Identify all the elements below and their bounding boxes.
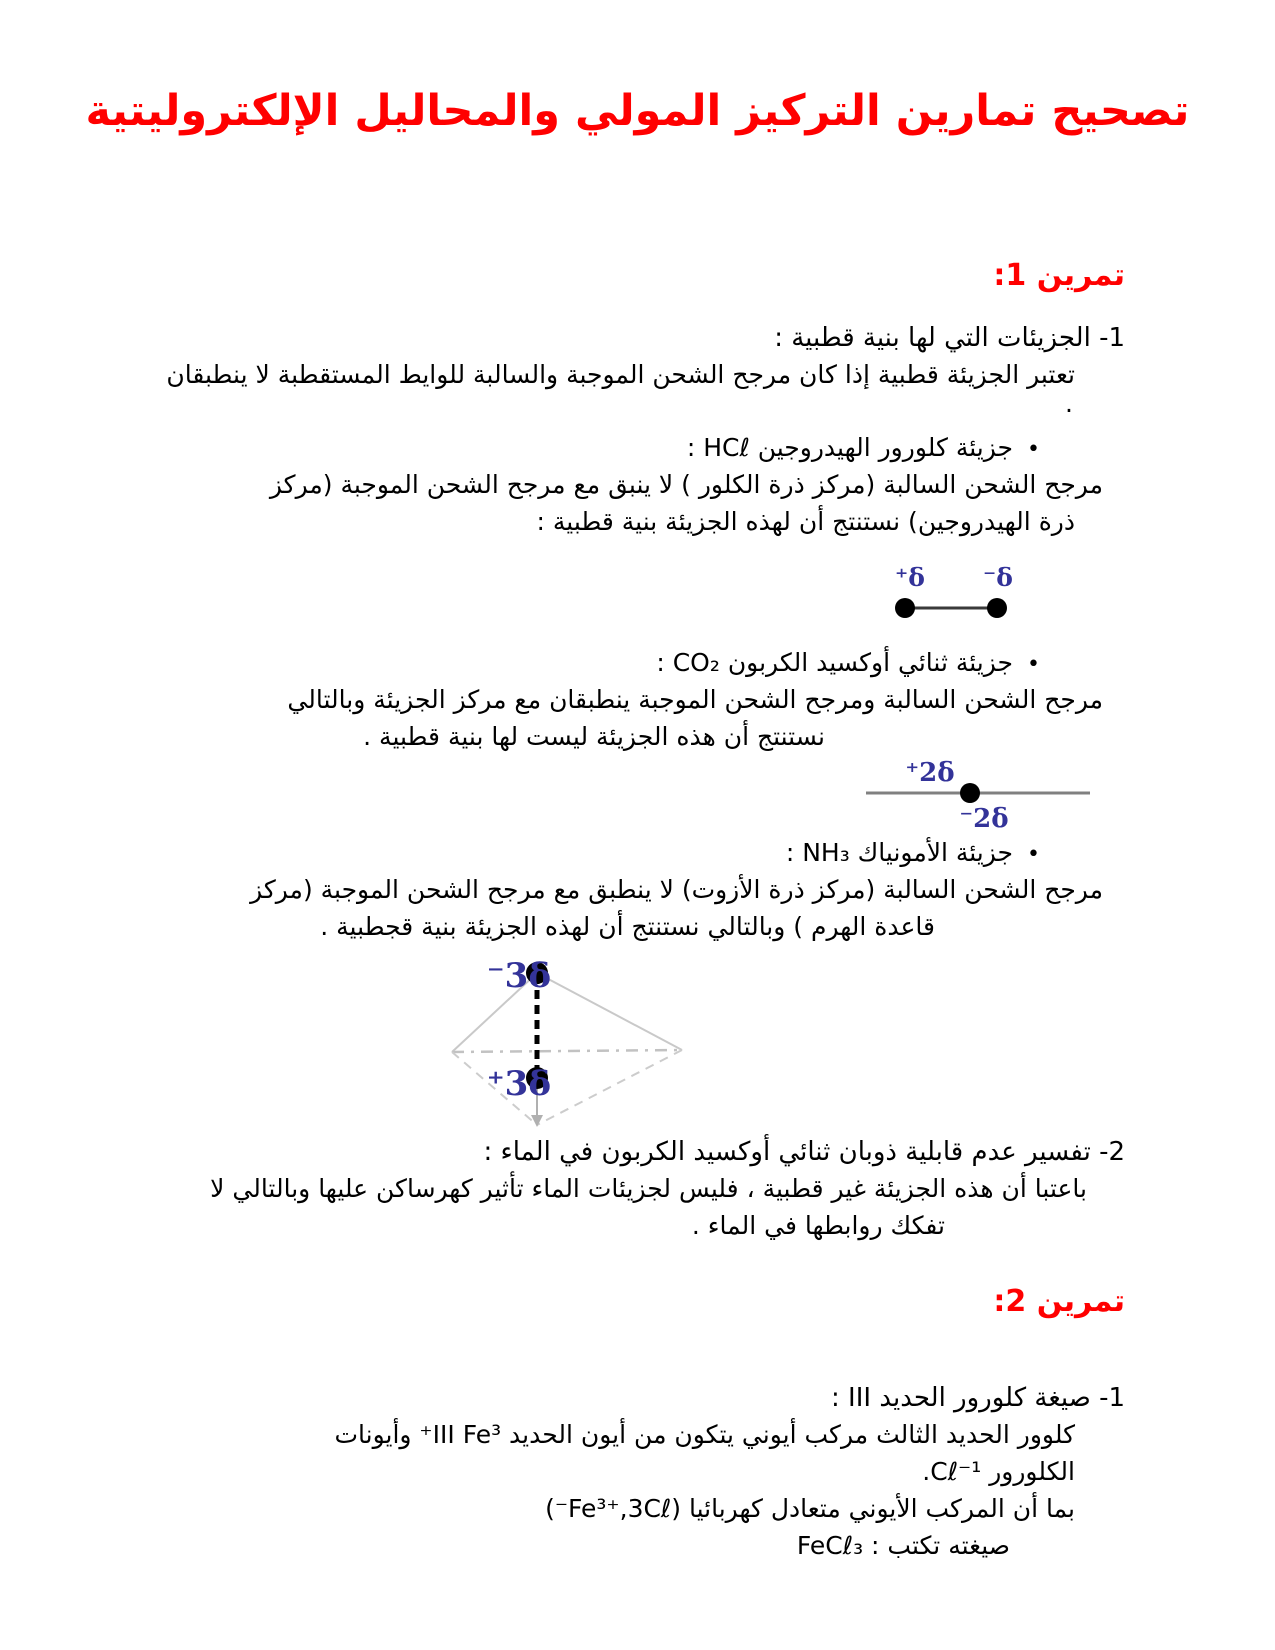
exercise2-q1-line3: بما أن المركب الأيوني متعادل كهربائيا (Fe³⁺,3Cℓ⁻): [545, 1494, 1075, 1523]
co2-delta-minus-label: 2δ⁻: [959, 804, 1009, 834]
bullet-icon: •: [1027, 842, 1040, 867]
exercise2-heading: تمرين 2:: [993, 1284, 1125, 1319]
co2-atom-c: [960, 783, 980, 803]
exercise2-q1-line4: صيغته تكتب : FeCℓ₃: [796, 1531, 1010, 1560]
exercise1-q2-line1: باعتبا أن هذه الجزيئة غير قطبية ، فليس لجزيئات الماء تأثير كهرساكن عليها وبالتالي لا: [210, 1174, 1087, 1203]
hcl-atom-cl: [987, 598, 1007, 618]
nh3-explanation-line1: مرجح الشحن السالبة (مركز ذرة الأزوت) لا ينطبق مع مرجح الشحن الموجبة (مركز: [250, 875, 1103, 904]
nh3-molecule-title: جزيئة الأمونياك NH₃ :: [785, 838, 1014, 867]
co2-molecule-title: جزيئة ثنائي أوكسيد الكربون CO₂ :: [656, 648, 1014, 677]
hcl-dipole-diagram: [855, 553, 1045, 625]
hcl-delta-minus-label: δ⁻: [983, 563, 1013, 592]
nh3-delta-plus-label: 3δ⁺: [486, 1064, 551, 1104]
bullet-item-co2: [656, 647, 1040, 680]
co2-explanation-line2: نستنتج أن هذه الجزيئة ليست لها بنية قطبية .: [363, 722, 825, 751]
bullet-item-hcl: [687, 432, 1040, 465]
exercise1-q2-label: 2- تفسير عدم قابلية ذوبان ثنائي أوكسيد الكربون في الماء :: [483, 1137, 1125, 1167]
exercise1-q2-line2: تفكك روابطها في الماء .: [691, 1211, 945, 1240]
exercise2-q1-line2: الكلورور Cℓ⁻¹.: [922, 1457, 1075, 1486]
arrow-down-icon: [531, 1115, 543, 1127]
hcl-atom-h: [895, 598, 915, 618]
bullet-icon: •: [1027, 652, 1040, 677]
pyramid-edge-right: [537, 973, 682, 1050]
exercise1-q1-intro-period: .: [1065, 389, 1073, 418]
exercise2-q1-line1: كلوور الحديد الثالث مركب أيوني يتكون من أيون الحديد III Fe³⁺ وأيونات: [334, 1420, 1075, 1449]
hcl-delta-plus-label: δ⁺: [895, 563, 925, 592]
co2-dipole-diagram: [858, 753, 1098, 835]
co2-explanation-line1: مرجح الشحن السالبة ومرجح الشحن الموجبة ينطبقان مع مركز الجزيئة وبالتالي: [287, 685, 1103, 714]
exercise1-q1-label: 1- الجزيئات التي لها بنية قطبية :: [774, 323, 1125, 353]
co2-delta-plus-label: 2δ⁺: [905, 758, 955, 788]
hcl-explanation-line1: مرجح الشحن السالبة (مركز ذرة الكلور ) لا ينبق مع مرجح الشحن الموجبة (مركز: [269, 470, 1103, 499]
pyramid-base-diagonal: [452, 1050, 682, 1052]
nh3-pyramid-diagram: [420, 945, 720, 1140]
nh3-delta-minus-label: 3δ⁻: [486, 956, 551, 996]
document-title: تصحيح تمارين التركيز المولي والمحاليل الإلكتروليتية: [85, 86, 1190, 136]
bullet-icon: •: [1027, 437, 1040, 462]
exercise1-heading: تمرين 1:: [993, 258, 1125, 293]
hcl-molecule-title: جزيئة كلورور الهيدروجين HCℓ :: [686, 433, 1014, 462]
hcl-explanation-line2: ذرة الهيدروجين) نستنتج أن لهذه الجزيئة بنية قطبية :: [536, 507, 1075, 536]
nh3-explanation-line2: قاعدة الهرم ) وبالتالي نستنتج أن لهذه الجزيئة بنية قجطبية .: [320, 912, 935, 941]
exercise2-q1-label: 1- صيغة كلورور الحديد III :: [831, 1383, 1125, 1413]
bullet-item-nh3: [786, 837, 1040, 870]
pyramid-base-edge-right: [537, 1050, 682, 1125]
exercise1-q1-intro: تعتبر الجزيئة قطبية إذا كان مرجح الشحن الموجبة والسالبة للوايط المستقطبة لا ينطبقان: [166, 360, 1075, 389]
